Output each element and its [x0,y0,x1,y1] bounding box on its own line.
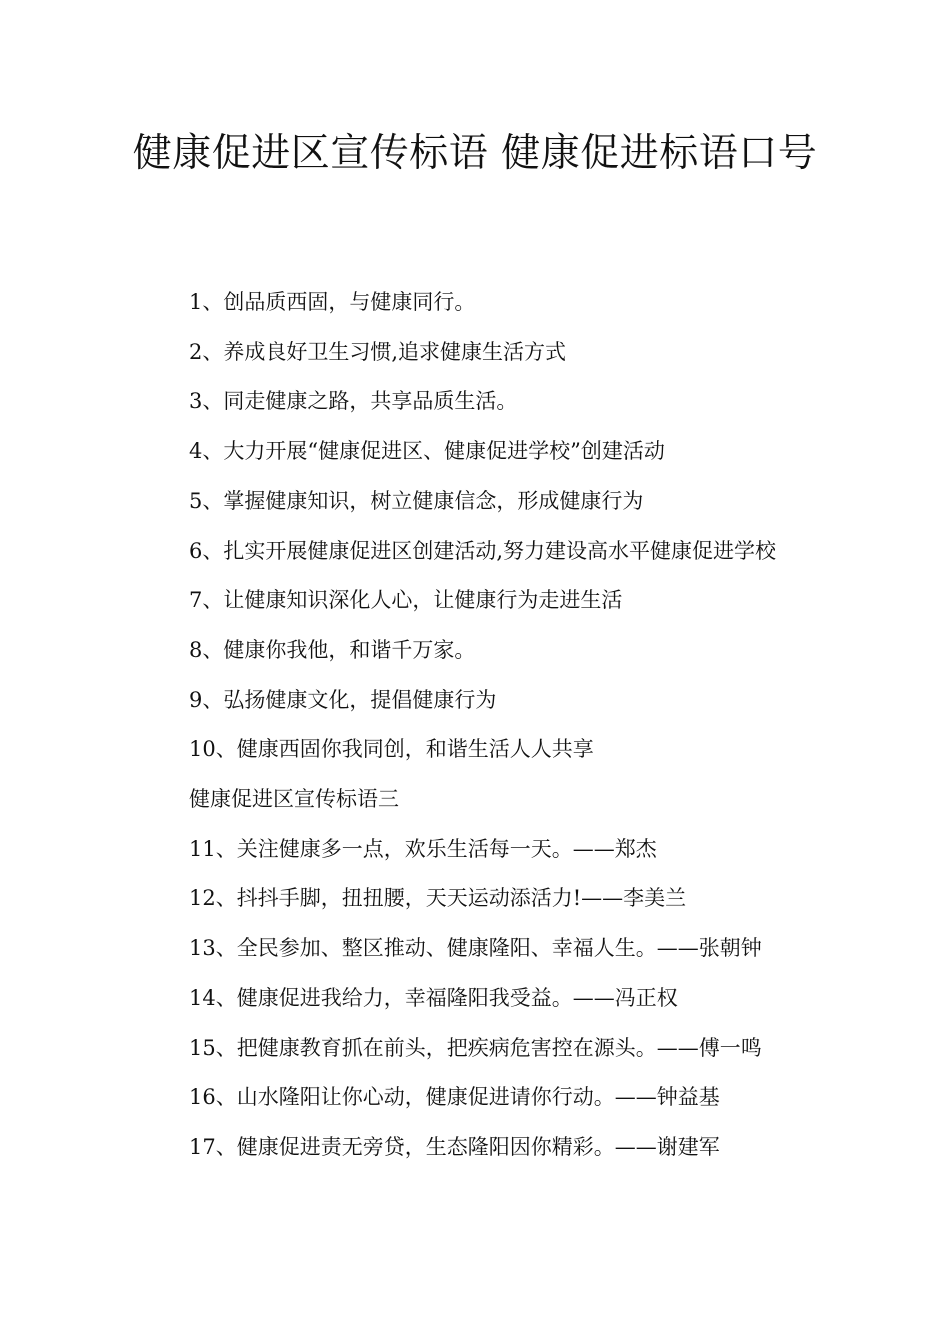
paragraph-7: 7、让健康知识深化人心，让健康行为走进生活 [189,588,623,613]
paragraph-2: 2、养成良好卫生习惯,追求健康生活方式 [189,339,567,364]
paragraph-3: 3、同走健康之路，共享品质生活。 [189,389,518,414]
section-heading: 健康促进区宣传标语三 [189,787,399,812]
paragraph-12: 12、抖抖手脚，扭扭腰，天天运动添活力!——李美兰 [189,886,687,911]
paragraph-14: 14、健康促进我给力，幸福隆阳我受益。——冯正权 [189,985,678,1010]
document-body [145,278,810,1173]
document-title: 健康促进区宣传标语 健康促进标语口号 [132,131,818,176]
paragraph-10: 10、健康西固你我同创，和谐生活人人共享 [189,737,594,762]
paragraph-16: 16、山水隆阳让你心动，健康促进请你行动。——钟益基 [189,1085,720,1110]
paragraph-11: 11、关注健康多一点，欢乐生活每一天。——郑杰 [189,836,657,861]
paragraph-9: 9、弘扬健康文化，提倡健康行为 [189,687,497,712]
paragraph-4: 4、大力开展“健康促进区、健康促进学校”创建活动 [189,439,665,464]
paragraph-5: 5、掌握健康知识，树立健康信念，形成健康行为 [189,488,644,513]
paragraph-1: 1、创品质西固，与健康同行。 [189,290,476,314]
paragraph-17: 17、健康促进责无旁贷，生态隆阳因你精彩。——谢建军 [189,1134,720,1159]
paragraph-8: 8、健康你我他，和谐千万家。 [189,637,476,662]
paragraph-6: 6、扎实开展健康促进区创建活动,努力建设高水平健康促进学校 [189,538,777,563]
paragraph-13: 13、全民参加、整区推动、健康隆阳、幸福人生。——张朝钟 [189,936,762,961]
paragraph-15: 15、把健康教育抓在前头，把疾病危害控在源头。——傅一鸣 [189,1035,762,1060]
